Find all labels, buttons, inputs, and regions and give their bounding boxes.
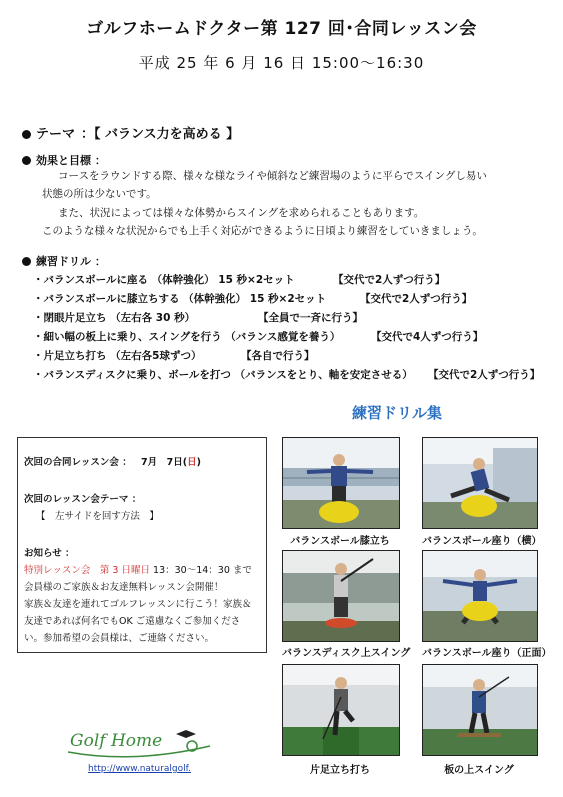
next-theme-label: 次回のレッスン会テーマ ：	[24, 494, 142, 505]
page-title: ゴルフホームドクター第 127 回･合同レッスン会	[86, 19, 477, 39]
notice-label: お知らせ ：	[24, 548, 75, 559]
theme-label: テーマ	[36, 127, 76, 142]
logo-text: Golf Home	[70, 731, 163, 751]
notice-line: 会員様のご家族＆お友達無料レッスン会開催！	[24, 582, 224, 593]
caption-photo-2: バランスボール座り（横）	[422, 536, 542, 547]
drill-note: 【交代で4人ずつ行う】	[371, 331, 484, 343]
goals-line: このような様々な状況からでも上手く対応ができるように日頃より練習をしていきましょう。	[42, 225, 483, 237]
caption-photo-6: 板の上スイング	[444, 765, 514, 776]
caption-photo-4: バランスボール座り（正面）	[422, 648, 552, 659]
website-link[interactable]: http://www.naturalgolf.	[88, 764, 191, 774]
caption-photo-3: バランスディスク上スイング	[282, 648, 411, 659]
photo-one-leg-shot	[282, 664, 400, 756]
notice-line: 家族＆友達を連れてゴルフレッスンに行こう！家族＆	[24, 599, 252, 610]
golf-home-logo	[64, 724, 214, 760]
caption-photo-5: 片足立ち打ち	[310, 765, 370, 776]
bullet-icon	[22, 156, 31, 165]
bullet-icon	[22, 130, 31, 139]
next-theme-value: 【 左サイドを回す方法 】	[36, 511, 159, 522]
next-lesson-day: 日	[187, 457, 197, 468]
drill-item: ・バランスボールに座る （体幹強化） 15 秒×2セット	[33, 274, 295, 286]
photo-balance-ball-sit-side	[422, 437, 538, 529]
drills-heading	[22, 253, 106, 269]
theme-value: ：【 バランス力を高める 】	[81, 127, 240, 142]
drill-note: 【交代で2人ずつ行う】	[360, 293, 473, 305]
photo-balance-ball-sit-front	[422, 550, 538, 642]
next-lesson-close: )	[196, 457, 201, 468]
notice-line: 友達であれば何名でもOK ご遠慮なくご参加くださ	[24, 616, 241, 627]
drill-item: ・バランスディスクに乗り、ボールを打つ （バランスをとり、軸を安定させる）	[33, 369, 413, 381]
drill-note: 【各自で行う】	[241, 350, 315, 362]
info-box	[17, 437, 267, 653]
special-lesson-label: 特別レッスン会 第 3 日曜日	[24, 565, 150, 576]
photo-balance-disk-swing	[282, 550, 400, 642]
drills-heading-text: 練習ドリル ：	[36, 255, 106, 268]
drill-note: 【全員で一斉に行う】	[258, 312, 363, 324]
goals-line: また、状況によっては様々な体勢からスイングを求められることもあります。	[58, 207, 425, 219]
goals-line: 状態の所は少ないです。	[42, 188, 157, 200]
bullet-icon	[22, 257, 31, 266]
drill-item: ・バランスボールに膝立ちする （体幹強化） 15 秒×2セット	[33, 293, 327, 305]
gallery-title: 練習ドリル集	[352, 404, 443, 422]
special-lesson-row	[24, 562, 252, 576]
photo-swing-on-board	[422, 664, 538, 756]
goals-heading-text: 効果と目標 ：	[36, 154, 106, 167]
special-lesson-time: 13：30～14：30 まで	[150, 565, 252, 576]
next-lesson-row	[24, 454, 201, 468]
drill-item: ・片足立ち打ち （左右各5球ずつ）	[33, 350, 202, 362]
goals-line: コースをラウンドする際、様々な様なライや傾斜など練習場のように平らでスイングし易い	[58, 170, 487, 182]
drill-note: 【交代で2人ずつ行う】	[428, 369, 541, 381]
photo-balance-ball-kneel	[282, 437, 400, 529]
next-lesson-label: 次回の合同レッスン会 ：	[24, 457, 132, 468]
event-date: 平成 25 年 6 月 16 日 15:00～16:30	[138, 54, 425, 72]
drill-item: ・閉眼片足立ち （左右各 30 秒）	[33, 312, 196, 324]
theme-row	[22, 123, 239, 142]
drill-note: 【交代で2人ずつ行う】	[333, 274, 446, 286]
caption-photo-1: バランスボール膝立ち	[290, 536, 390, 547]
next-lesson-date: 7月 7日(	[141, 457, 188, 468]
notice-line: い。参加希望の会員様は、ご連絡ください。	[24, 633, 215, 644]
drill-item: ・細い幅の板上に乗り、スイングを行う （バランス感覚を養う）	[33, 331, 341, 343]
goals-heading	[22, 152, 106, 168]
